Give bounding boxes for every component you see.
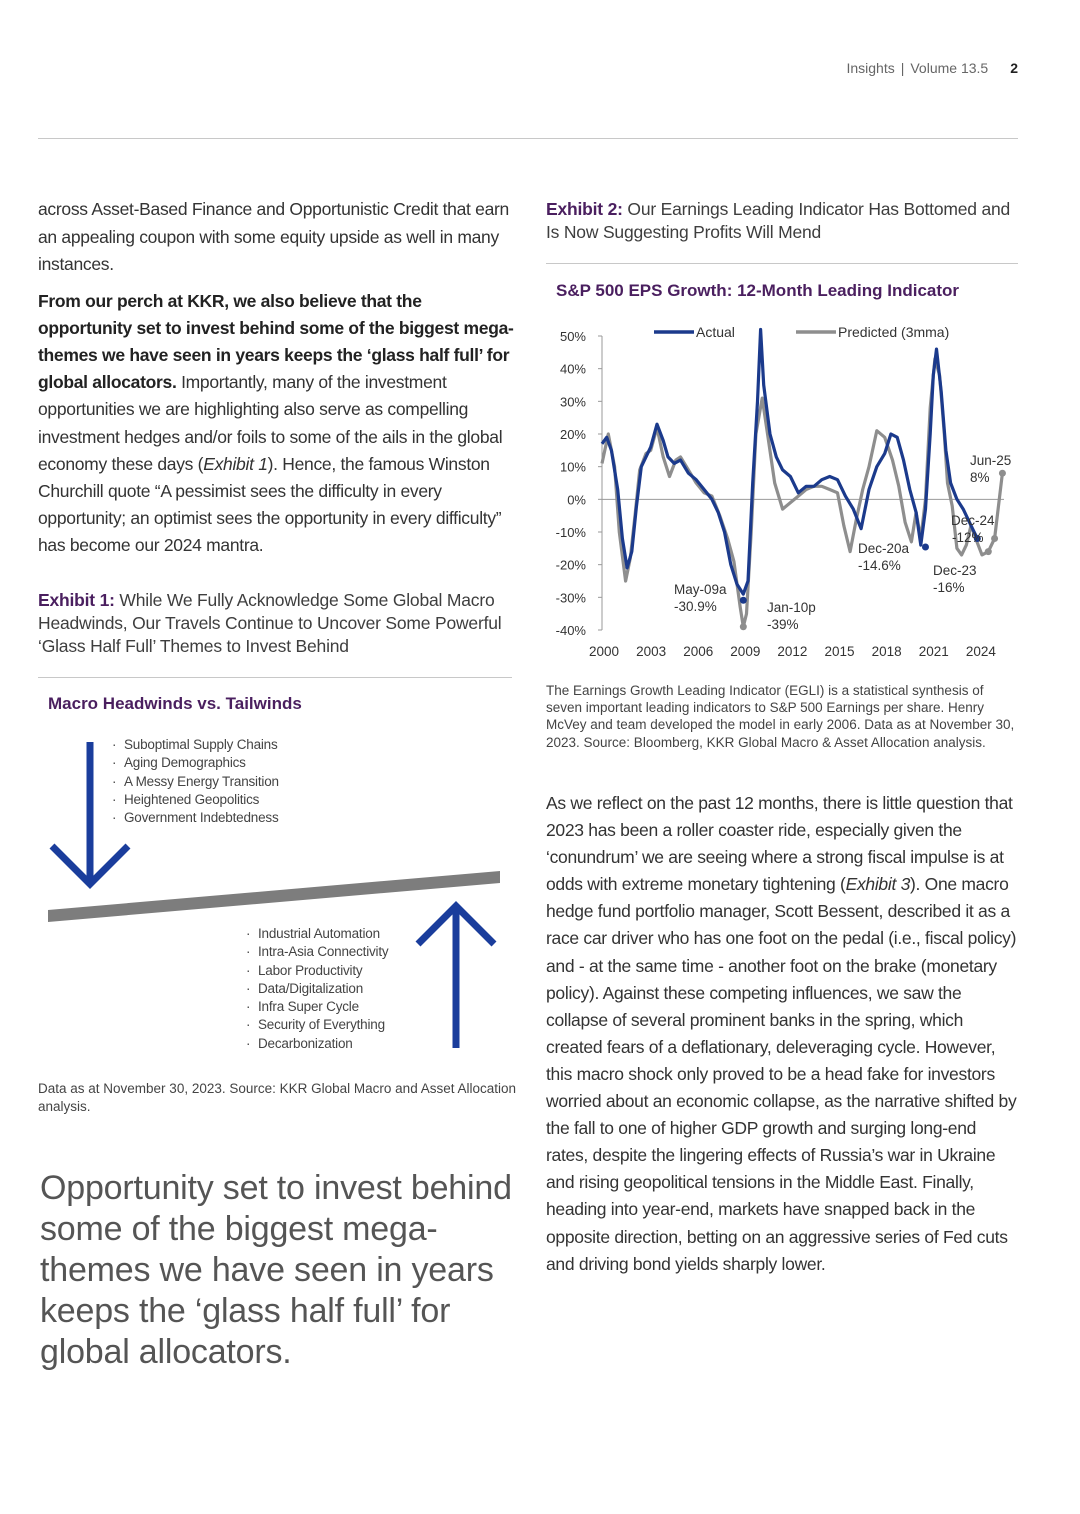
headwind-item: · Suboptimal Supply Chains — [126, 736, 279, 754]
headwind-item: · Heightened Geopolitics — [126, 791, 279, 809]
y-tick-label: -40% — [555, 623, 586, 638]
tailwind-item: · Decarbonization — [260, 1035, 388, 1053]
left-column — [38, 196, 516, 560]
x-tick-label: 2003 — [636, 644, 667, 659]
tailwinds-list — [246, 925, 388, 1053]
page-header — [846, 60, 1018, 76]
exhibit-1-label: Exhibit 1: — [38, 590, 115, 610]
x-tick-label: 2024 — [965, 644, 996, 659]
x-tick-label: 2021 — [918, 644, 949, 659]
diagram-title: Macro Headwinds vs. Tailwinds — [48, 694, 302, 713]
y-tick-label: -10% — [555, 525, 586, 540]
exhibit-1-source-note: Data as at November 30, 2023. Source: KKR Global Macro and Asset Allocation analysis. — [38, 1081, 517, 1114]
tailwind-item: · Security of Everything — [260, 1016, 388, 1034]
data-point-marker — [991, 535, 998, 542]
exhibit-1-reference: Exhibit 1 — [203, 453, 268, 474]
annotation-value: -39% — [767, 617, 799, 632]
tailwind-item: · Labor Productivity — [260, 962, 388, 980]
y-tick-label: 30% — [559, 394, 586, 410]
annotation-date: Dec-20a — [858, 541, 910, 556]
annotation-value: -16% — [933, 580, 965, 595]
legend-predicted-label: Predicted (3mma) — [838, 324, 950, 340]
header-divider — [38, 138, 1018, 139]
actual-series-line — [602, 330, 977, 595]
exhibit-1-title — [38, 589, 516, 658]
x-tick-label: 2009 — [730, 644, 761, 659]
annotation-date: Jun-25 — [970, 453, 1012, 468]
headwind-item: · Government Indebtedness — [126, 809, 279, 827]
annotation-date: Jan-10p — [767, 600, 816, 615]
tailwind-item: · Infra Super Cycle — [260, 998, 388, 1016]
tailwind-item: · Data/Digitalization — [260, 980, 388, 998]
x-tick-label: 2006 — [683, 644, 714, 659]
y-tick-label: 50% — [559, 329, 586, 344]
annotation-date: Dec-23 — [933, 563, 977, 578]
paragraph-roller-coaster — [546, 790, 1018, 1278]
exhibit-2-caption: The Earnings Growth Leading Indicator (EGLI) is a statistical synthesis of seven important leading indicators to S&P 500 Earnings per share. Henry McVey and team developed the model in early 2006. Data as at November 30, 2023. Source: Bloomberg, KKR Global Macro & Asset Allocation analysis. — [546, 683, 1015, 750]
data-point-marker — [999, 470, 1006, 477]
exhibit-2-heading: Our Earnings Leading Indicator Has Bottomed and Is Now Suggesting Profits Will Mend — [546, 199, 1011, 242]
chart-title: S&P 500 EPS Growth: 12-Month Leading Indicator — [556, 281, 960, 300]
exhibit-1-divider — [38, 677, 512, 678]
headwind-item: · A Messy Energy Transition — [126, 773, 279, 791]
y-tick-label: 40% — [559, 361, 586, 377]
body-text: As we reflect on the past 12 months, there is little question that 2023 has been a roller coaster ride, especially given the ‘conundrum’ we are seeing where a strong fiscal impulse is at odds with extreme monetary tightening ( — [546, 793, 1013, 895]
annotation-date: Dec-24 — [951, 513, 995, 528]
paragraph-kkr-perch — [38, 288, 516, 560]
pull-quote: Opportunity set to invest behind some of the biggest mega-themes we have seen in years keeps the ‘glass half full’ for global allocators. — [40, 1169, 512, 1371]
exhibit-3-reference: Exhibit 3 — [845, 874, 910, 895]
eps-growth-chart — [546, 316, 1018, 668]
annotation-value: -30.9% — [674, 599, 717, 614]
exhibit-2-label: Exhibit 2: — [546, 199, 623, 219]
publication-name: Insights — [846, 60, 895, 76]
annotation-date: May-09a — [674, 582, 727, 597]
body-text-cont: ). One macro hedge fund portfolio manager, Scott Bessent, described it as a race car driver who has one foot on the pedal (i.e., fiscal policy) and - at the same time - another foot on the brake (monetary policy). Against these competing influences, we saw the collapse of several prominent banks in the spring, which created fears of a deflationary, deleveraging cycle. However, this macro shock only proved to be a head fake for investors worried about an economic collapse, as the narrative shifted by the fall to one of higher GDP growth and surging long-end rates, despite the lingering effects of Russia’s war in Ukraine and rising geopolitical tensions in the Middle East. Finally, heading into year-end, markets have snapped back in the opposite direction, betting on an aggressive series of Fed cuts and driving bond yields sharply lower. — [546, 874, 1017, 1274]
headwinds-list — [112, 736, 279, 827]
y-tick-label: -30% — [555, 590, 586, 606]
data-point-marker — [740, 623, 747, 630]
y-tick-label: -20% — [555, 557, 586, 573]
y-tick-label: 10% — [559, 459, 586, 475]
x-tick-label: 2012 — [777, 644, 808, 659]
paragraph-intro: across Asset-Based Finance and Opportunistic Credit that earn an appealing coupon with some equity upside as well in many instances. — [38, 199, 509, 274]
tailwind-item: · Intra-Asia Connectivity — [260, 943, 388, 961]
data-point-marker — [985, 548, 992, 555]
exhibit-2-title — [546, 198, 1018, 244]
paragraph-text-cont: ). Hence, the famous Winston Churchill quote “A pessimist sees the difficulty in every opportunity; an optimist sees the opportunity in every difficulty” has become our 2024 mantra. — [38, 453, 502, 556]
x-tick-label: 2015 — [824, 644, 855, 659]
x-tick-label: 2000 — [588, 644, 620, 659]
paragraph-bold-lead: From our perch at KKR, we also believe that the opportunity set to invest behind some of the biggest mega-themes we have seen in years keeps the ‘glass half full’ for global allocators. — [38, 290, 514, 393]
y-tick-label: 20% — [559, 427, 586, 442]
y-tick-label: 0% — [567, 492, 586, 508]
headwind-item: · Aging Demographics — [126, 754, 279, 772]
annotation-value: -12% — [952, 530, 984, 545]
volume-label: Volume 13.5 — [910, 60, 989, 76]
exhibit-2-divider — [546, 263, 1018, 264]
header-separator: | — [900, 60, 905, 76]
x-tick-label: 2018 — [871, 644, 902, 659]
annotation-value: 8% — [970, 470, 990, 485]
page-number: 2 — [1010, 60, 1018, 76]
annotation-value: -14.6% — [858, 558, 901, 573]
data-point-marker — [922, 544, 929, 551]
tailwind-item: · Industrial Automation — [260, 925, 388, 943]
exhibit-1-heading: While We Fully Acknowledge Some Global Macro Headwinds, Our Travels Continue to Uncover Some Powerful ‘Glass Half Full’ Themes to Invest Behind — [38, 590, 502, 656]
seesaw-plank — [48, 871, 500, 922]
legend-actual-label: Actual — [696, 324, 735, 340]
data-point-marker — [740, 597, 747, 604]
paragraph-text: Importantly, many of the investment opportunities we are highlighting also serve as compelling investment hedges and/or foils to some of the ails in the global economy these days ( — [38, 372, 503, 474]
